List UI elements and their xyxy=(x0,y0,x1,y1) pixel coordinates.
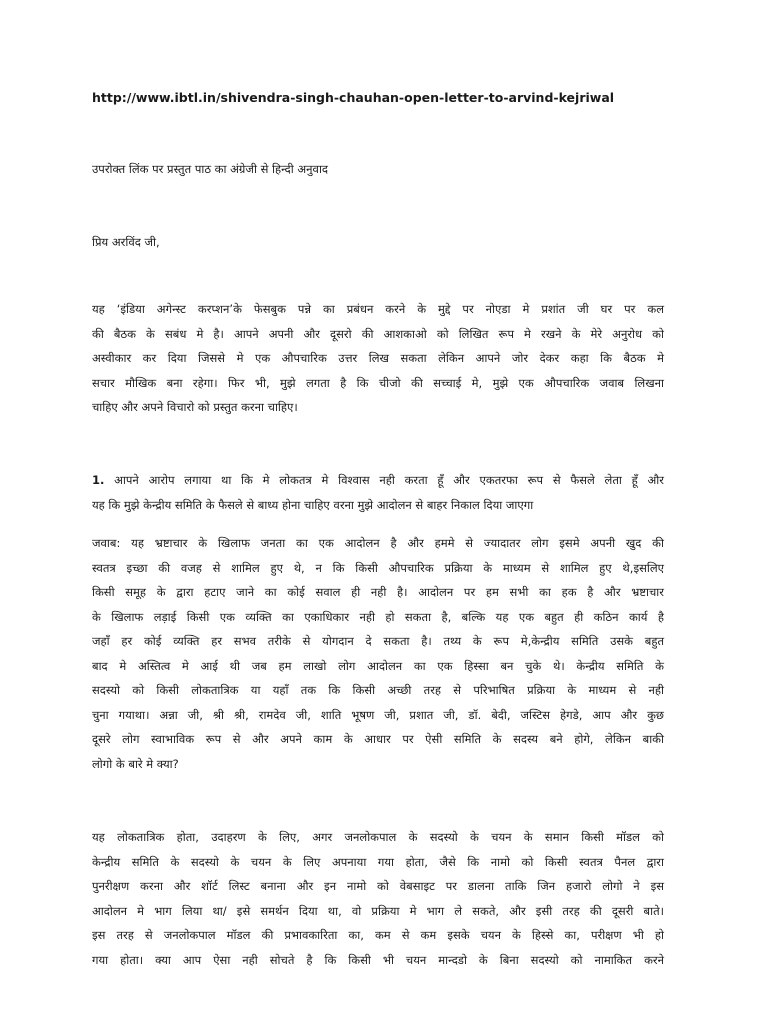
paragraph-line: की बैठक के सबंध मे है। आपने अपनी और दूसरो की आशकाओ को लिखित रूप मे रखने के मेरे अनुरोध को xyxy=(92,326,664,341)
point-number: 1. xyxy=(92,473,105,487)
point-one xyxy=(92,468,664,517)
document-page xyxy=(92,0,672,1024)
paragraph-line: सचार मौखिक बना रहेगा। फिर भी, मुझे लगता है कि चीजो की सच्चाई मे, मुझे एक औपचारिक जवाब लिखना xyxy=(92,375,664,390)
paragraph-line: यह ‘इंडिया अगेन्स्ट करप्शन’के फेसबुक पन्ने का प्रबंधन करने के मुद्दे पर नोएडा मे प्रशांत जी घर पर कल xyxy=(92,302,664,316)
translation-note: उपरोक्त लिंक पर प्रस्तुत पाठ का अंग्रेजी से हिन्दी अनुवाद xyxy=(92,162,329,176)
paragraph-line: इस तरह से जनलोकपाल मॉडल की प्रभावकारिता का, कम से कम इसके चयन के हिस्से का, परीक्षण भी हो xyxy=(92,928,664,942)
paragraph-line: सदस्यो को किसी लोकतात्रिक या यहाँ तक कि किसी अच्छी तरह से परिभाषित प्रक्रिया के माध्यम से नही xyxy=(92,683,664,697)
answer-paragraph xyxy=(92,531,664,776)
paragraph-line: यह कि मुझे केन्द्रीय समिति के फैसले से बाध्य होना चाहिए वरना मुझे आदोलन से बाहर निकाल दिया जाएगा xyxy=(92,497,534,512)
paragraph-line: चाहिए और अपने विचारो को प्रस्तुत करना चाहिए। xyxy=(92,400,298,414)
paragraph-line: जहाँ हर कोई व्यक्ति हर सभव तरीके से योगदान दे सकता है। तथ्य के रूप मे,केन्द्रीय समिति उसके बहुत xyxy=(92,634,664,648)
paragraph-line: किसी समूह के द्वारा हटाए जाने का कोई सवाल ही नही है। आदोलन पर हम सभी का हक है और भ्रष्टाचार xyxy=(92,585,664,599)
paragraph-line: आदोलन मे भाग लिया था/ इसे समर्थन दिया था, वो प्रक्रिया मे भाग ले सकते, और इसी तरह की दूसरी बाते। xyxy=(92,903,664,918)
paragraph-line: अस्वीकार कर दिया जिससे मे एक औपचारिक उत्तर लिख सकता लेकिन आपने जोर देकर कहा कि बैठक मे xyxy=(92,351,664,365)
paragraph-line: के खिलाफ लड़ाई किसी एक व्यक्ति का एकाधिकार नही हो सकता है, बल्कि यह एक बहुत ही कठिन कार्य है xyxy=(92,609,664,624)
source-url[interactable]: http://www.ibtl.in/shivendra-singh-chauhan-open-letter-to-arvind-kejriwal xyxy=(92,90,615,105)
paragraph-line: जवाब: यह भ्रष्टाचार के खिलाफ जनता का एक आदोलन है और हममे से ज्यादातर लोग इसमे अपनी खुद की xyxy=(92,536,664,550)
paragraph-line: चुना गयाथा। अन्ना जी, श्री श्री, रामदेव जी, शाति भूषण जी, प्रशात जी, डॉ. बेदी, जस्टिस हेगडे, आप और कुछ xyxy=(92,707,664,722)
paragraph-line: आपने आरोप लगाया था कि मे लोकतत्र मे विश्वास नही करता हूँ और एकतरफा रूप से फैसले लेता हूँ और xyxy=(114,473,664,487)
paragraph-line: यह लोकतात्रिक होता, उदाहरण के लिए, अगर जनलोकपाल के सदस्यो के चयन के समान किसी मॉडल को xyxy=(92,830,664,844)
paragraph-line: पुनरीक्षण करना और शॉर्ट लिस्ट बनाना और इन नामो को वेबसाइट पर डालना ताकि जिन हजारो लोगो ने इस xyxy=(92,879,664,893)
salutation: प्रिय अरविंद जी, xyxy=(92,235,160,249)
paragraph-democracy xyxy=(92,825,664,972)
paragraph-line: दूसरे लोग स्वाभाविक रूप से और अपने काम के आधार पर ऐसी समिति के सदस्य बने होगे, लेकिन बाकी xyxy=(92,732,664,746)
paragraph-line: लोगो के बारे मे क्या? xyxy=(92,756,179,771)
paragraph-line: केन्द्रीय समिति के सदस्यो के चयन के लिए अपनाया गया होता, जैसे कि नामो को किसी स्वतत्र पैनल द्वारा xyxy=(92,854,664,869)
paragraph-line: बाद मे अस्तित्व मे आई थी जब हम लाखो लोग आदोलन का एक हिस्सा बन चुके थे। केन्द्रीय समिति के xyxy=(92,658,664,673)
paragraph-line: स्वतत्र इच्छा की वजह से शामिल हुए थे, न कि किसी औपचारिक प्रक्रिया के माध्यम से शामिल हुए थे,इसलिए xyxy=(92,560,664,575)
paragraph-line: गया होता। क्या आप ऐसा नही सोचते है कि किसी भी चयन मान्दडो के बिना सदस्यो को नामाकित करने xyxy=(92,952,664,967)
paragraph-intro xyxy=(92,297,664,420)
